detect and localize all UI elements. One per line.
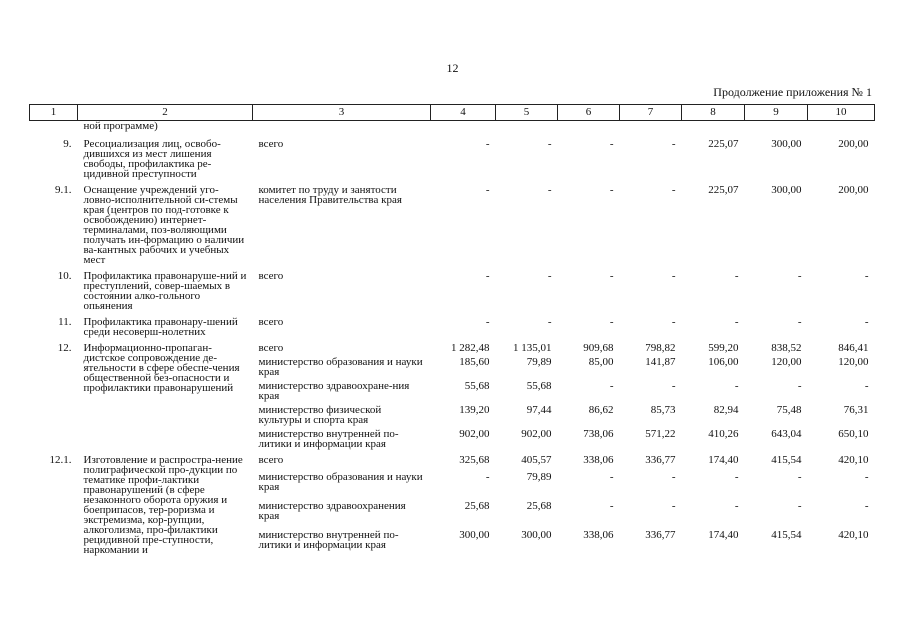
value-cell: 76,31 [843, 404, 869, 416]
value-cell: 650,10 [838, 428, 869, 440]
value-cell: - [609, 380, 614, 392]
funding-source: всего [258, 316, 284, 328]
value-cell: 55,68 [464, 380, 490, 392]
value-cell: 225,07 [708, 138, 739, 150]
value-cell: 174,40 [708, 454, 739, 466]
value-cell: 86,62 [588, 404, 614, 416]
value-cell: - [864, 471, 869, 484]
value-cell: 420,10 [838, 529, 869, 542]
value-cell: - [671, 471, 676, 484]
table-row [30, 311, 875, 337]
value-cell: 300,00 [459, 529, 490, 542]
table-row [30, 179, 875, 265]
value-cell: - [734, 270, 739, 282]
funding-source: всего [258, 138, 284, 150]
value-cell: - [671, 138, 676, 150]
value-cell: 909,68 [583, 342, 614, 354]
value-cell: 846,41 [838, 342, 869, 354]
funding-source: всего [258, 342, 284, 354]
value-cell: 174,40 [708, 529, 739, 542]
value-cell: - [797, 380, 802, 392]
value-cell: 225,07 [708, 184, 739, 196]
value-cell: 1 135,01 [513, 342, 552, 354]
value-cell: - [547, 270, 552, 282]
value-cell: 82,94 [713, 404, 739, 416]
continuation-text: ной программе) [83, 120, 158, 132]
value-cell: - [547, 316, 552, 328]
value-cell: 300,00 [771, 184, 802, 196]
value-cell: 185,60 [459, 356, 490, 368]
funding-source: всего [258, 454, 284, 466]
value-cell: - [734, 500, 739, 513]
value-cell: 336,77 [645, 454, 676, 466]
value-cell: 643,04 [771, 428, 802, 440]
value-cell: - [864, 380, 869, 392]
value-cell: - [734, 316, 739, 328]
measure-name: Изготовление и распростра-нение полиграфической про-дукции по тематике профи-лактики правонарушений (в сфере незаконного оборота оружия и боеприпасов, тер-роризма и экстремизма, кор-рупции, алкоголизма, про-филактики рецидивной пре-ступности, наркомании и [83, 454, 243, 556]
value-cell: - [671, 270, 676, 282]
funding-source: министерство внутренней по-литики и информации края [258, 529, 399, 552]
value-cell: 200,00 [838, 184, 869, 196]
page-number: 12 [446, 61, 459, 75]
value-cell: - [797, 316, 802, 328]
value-cell: 902,00 [521, 428, 552, 440]
col-header: 8 [682, 105, 745, 121]
value-cell: - [609, 270, 614, 282]
value-cell: - [609, 316, 614, 328]
value-cell: - [485, 270, 490, 282]
value-cell: 338,06 [583, 454, 614, 466]
funding-source: комитет по труду и занятости населения Правительства края [258, 184, 402, 206]
appendix-table [29, 104, 875, 555]
value-cell: - [671, 380, 676, 392]
row-number: 10. [57, 270, 72, 282]
value-cell: - [671, 500, 676, 513]
measure-name: Профилактика правонару-шений среди несоверш-нолетних [83, 316, 238, 338]
value-cell: 415,54 [771, 454, 802, 466]
value-cell: - [797, 500, 802, 513]
value-cell: 1 282,48 [451, 342, 490, 354]
value-cell: 415,54 [771, 529, 802, 542]
value-cell: - [609, 471, 614, 484]
value-cell: 336,77 [645, 529, 676, 542]
value-cell: 571,22 [645, 428, 676, 440]
value-cell: 738,06 [583, 428, 614, 440]
measure-name: Оснащение учреждений уго-ловно-исполнительной си-стемы края (центров по под-готовке к освобождению) интернет-терминалами, поз-воляющими получать ин-формацию о наличии ва-кантных рабочих и учебных мест [83, 184, 245, 266]
value-cell: - [864, 500, 869, 513]
value-cell: - [547, 138, 552, 150]
col-header: 5 [496, 105, 558, 121]
value-cell: - [864, 316, 869, 328]
row-number: 9. [63, 138, 72, 150]
row-number: 9.1. [55, 184, 72, 196]
row-number: 12.1. [49, 454, 72, 466]
value-cell: 79,89 [526, 471, 552, 484]
value-cell: 410,26 [708, 428, 739, 440]
value-cell: 338,06 [583, 529, 614, 542]
value-cell: 79,89 [526, 356, 552, 368]
col-header: 1 [30, 105, 78, 121]
col-header: 6 [558, 105, 620, 121]
funding-source: министерство здравоохранения края [258, 500, 406, 523]
value-cell: 97,44 [526, 404, 552, 416]
value-cell: - [485, 471, 490, 484]
value-cell: 798,82 [645, 342, 676, 354]
value-cell: 139,20 [459, 404, 490, 416]
col-header: 3 [253, 105, 431, 121]
value-cell: 75,48 [776, 404, 802, 416]
col-header: 2 [78, 105, 253, 121]
value-cell: 25,68 [526, 500, 552, 513]
value-cell: 599,20 [708, 342, 739, 354]
value-cell: - [485, 138, 490, 150]
value-cell: 120,00 [771, 356, 802, 368]
value-cell: 902,00 [459, 428, 490, 440]
value-cell: - [547, 184, 552, 196]
funding-source: министерство физической культуры и спорта края [258, 404, 382, 426]
value-cell: 85,73 [650, 404, 676, 416]
funding-source: всего [258, 270, 284, 282]
continuation-label: Продолжение приложения № 1 [713, 85, 872, 99]
value-cell: 55,68 [526, 380, 552, 392]
col-header: 9 [745, 105, 808, 121]
col-header: 7 [620, 105, 682, 121]
funding-source: министерство образования и науки края [258, 471, 423, 494]
value-cell: - [864, 270, 869, 282]
table-row [30, 337, 875, 353]
table-row [30, 449, 875, 468]
value-cell: - [609, 138, 614, 150]
funding-source: министерство здравоохране-ния края [258, 380, 410, 402]
value-cell: 405,57 [521, 454, 552, 466]
header-row [30, 105, 875, 121]
value-cell: - [671, 184, 676, 196]
value-cell: 106,00 [708, 356, 739, 368]
measure-name: Ресоциализация лиц, освобо-дившихся из мест лишения свободы, профилактика ре-цидивной преступности [83, 138, 221, 180]
value-cell: 85,00 [588, 356, 614, 368]
value-cell: 420,10 [838, 454, 869, 466]
col-header: 10 [808, 105, 875, 121]
value-cell: - [797, 471, 802, 484]
col-header: 4 [431, 105, 496, 121]
value-cell: - [797, 270, 802, 282]
value-cell: - [485, 316, 490, 328]
value-cell: - [609, 184, 614, 196]
funding-source: министерство внутренней по-литики и информации края [258, 428, 399, 450]
value-cell: 200,00 [838, 138, 869, 150]
value-cell: 120,00 [838, 356, 869, 368]
funding-source: министерство образования и науки края [258, 356, 423, 378]
table-row [30, 133, 875, 179]
value-cell: 325,68 [459, 454, 490, 466]
row-number: 12. [57, 342, 72, 354]
value-cell: 300,00 [771, 138, 802, 150]
value-cell: - [671, 316, 676, 328]
value-cell: - [609, 500, 614, 513]
value-cell: 300,00 [521, 529, 552, 542]
row-number: 11. [58, 316, 72, 328]
measure-name: Профилактика правонаруше-ний и преступлений, совер-шаемых в состоянии алко-гольного опьянения [83, 270, 247, 312]
value-cell: 838,52 [771, 342, 802, 354]
value-cell: 25,68 [464, 500, 490, 513]
value-cell: 141,87 [645, 356, 676, 368]
value-cell: - [485, 184, 490, 196]
value-cell: - [734, 380, 739, 392]
measure-name: Информационно-пропаган-дистское сопровождение де-ятельности в сфере обеспе-чения общественной без-опасности и профилактики правонарушений [83, 342, 240, 394]
value-cell: - [734, 471, 739, 484]
table-row [30, 265, 875, 311]
continuation-row [30, 121, 875, 134]
